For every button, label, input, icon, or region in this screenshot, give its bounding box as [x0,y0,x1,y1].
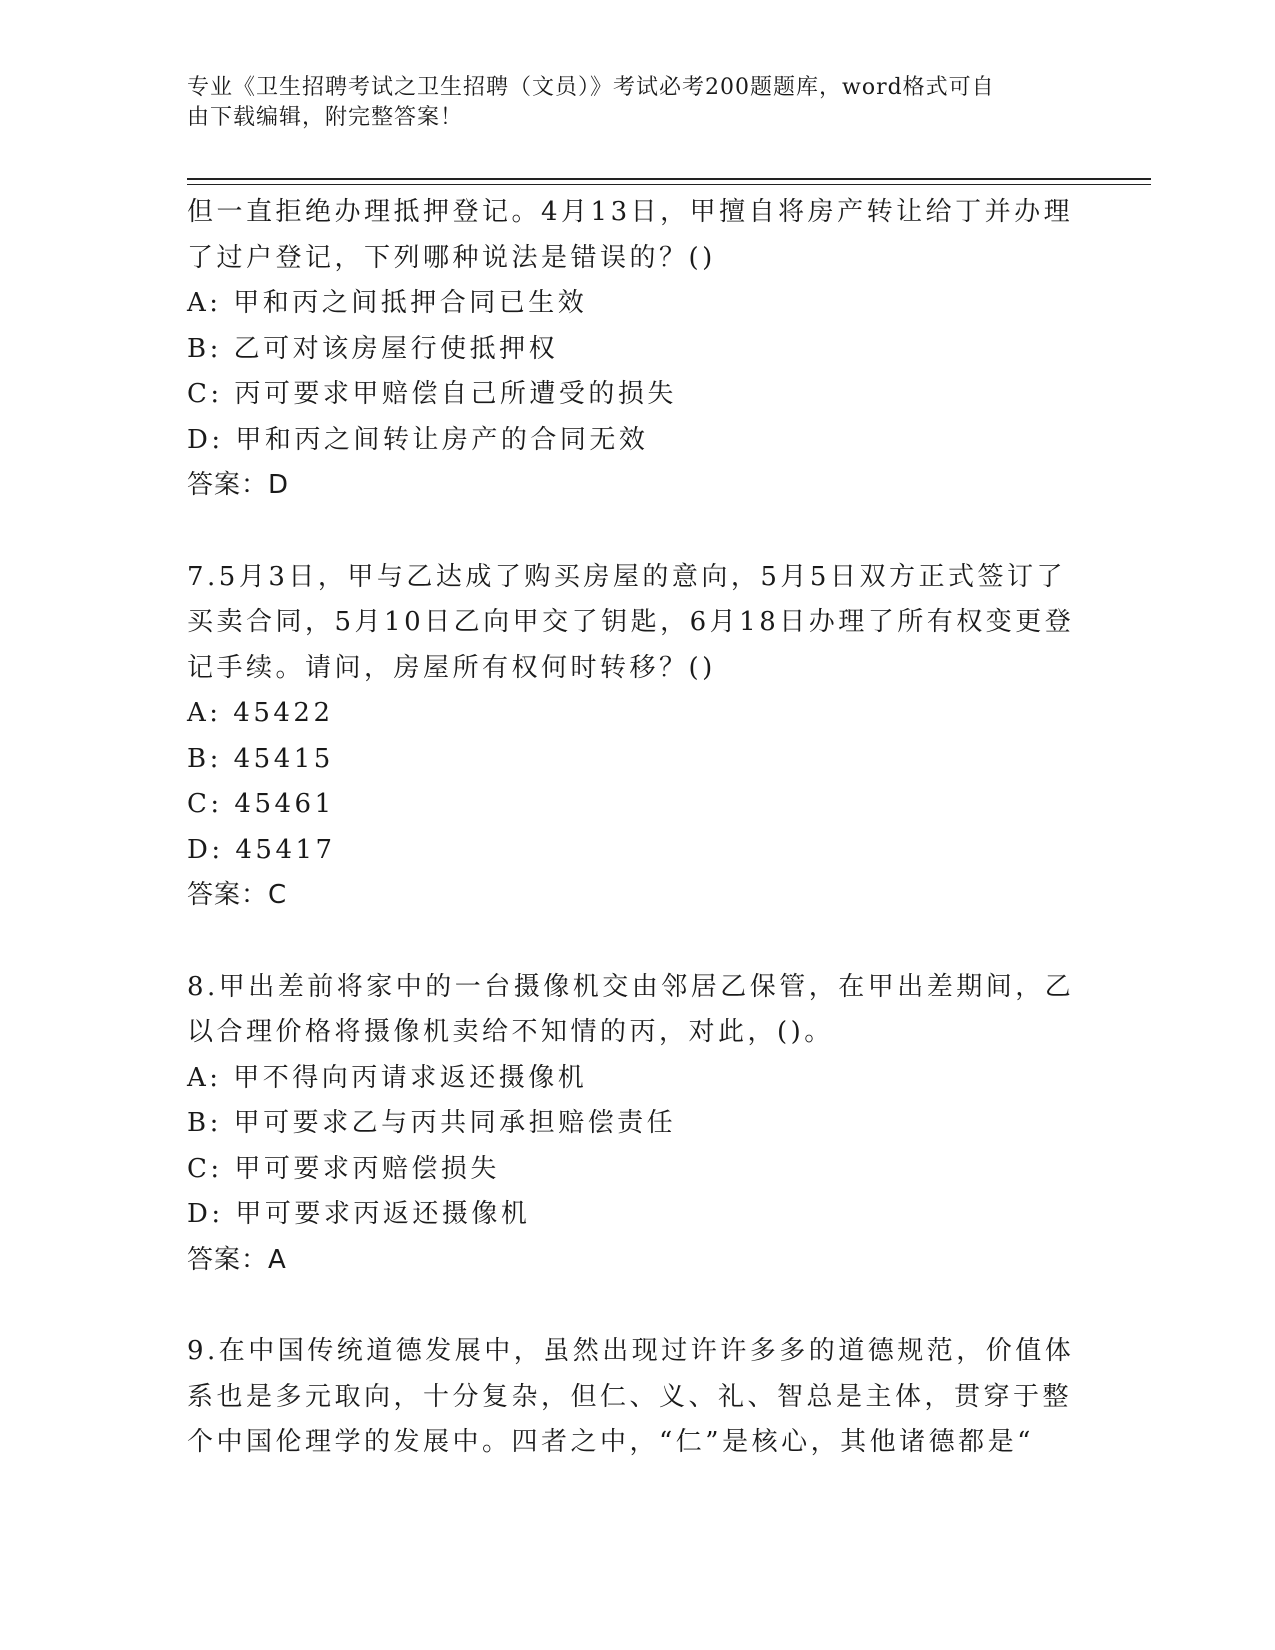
option-a: A: 45422 [187,698,334,728]
option-d: D: 甲和丙之间转让房产的合同无效 [187,424,649,455]
question-stem-line: 但一直拒绝办理抵押登记。4月13日，甲擅自将房产转让给丁并办理 [187,197,1074,227]
option-a: A: 甲不得向丙请求返还摄像机 [187,1062,588,1093]
option-d: D: 甲可要求丙返还摄像机 [187,1199,531,1229]
question-6 [187,190,1087,509]
spacer [187,1283,1087,1329]
option-d: D: 45417 [187,834,336,865]
question-stem-line: 9.在中国传统道德发展中，虽然出现过许许多多的道德规范，价值体 [187,1336,1075,1366]
option-a: A: 甲和丙之间抵押合同已生效 [187,288,588,318]
option-b: B: 乙可对该房屋行使抵押权 [187,333,559,364]
header-title-line-1: 专业《卫生招聘考试之卫生招聘（文员）》考试必考200题题库，word格式可自 [187,75,995,100]
question-stem-line: 记手续。请问，房屋所有权何时转移？() [187,652,716,683]
answer-line: 答案：C [187,880,288,910]
document-header [187,73,1067,133]
question-stem-line: 了过户登记，下列哪种说法是错误的？() [187,242,716,273]
question-8 [187,965,1087,1284]
document-body [187,190,1087,1466]
question-9 [187,1329,1087,1466]
question-stem-line: 7.5月3日，甲与乙达成了购买房屋的意向，5月5日双方正式签订了 [187,561,1066,592]
option-c: C: 45461 [187,789,335,819]
spacer [187,919,1087,965]
question-stem-line: 个中国伦理学的发展中。四者之中，“仁”是核心，其他诸德都是“ [187,1427,1034,1457]
header-divider-thin [187,184,1151,185]
question-stem-line: 以合理价格将摄像机卖给不知情的丙，对此，()。 [187,1017,834,1047]
question-stem-line: 系也是多元取向，十分复杂，但仁、义、礼、智总是主体，贯穿于整 [187,1381,1073,1412]
answer-line: 答案：D [187,470,290,500]
question-stem-line: 8.甲出差前将家中的一台摄像机交由邻居乙保管，在甲出差期间，乙 [187,971,1075,1002]
option-c: C: 丙可要求甲赔偿自己所遭受的损失 [187,379,677,409]
header-title-line-2: 由下载编辑，附完整答案！ [187,105,464,130]
option-b: B: 甲可要求乙与丙共同承担赔偿责任 [187,1108,677,1138]
question-stem-line: 买卖合同，5月10日乙向甲交了钥匙，6月18日办理了所有权变更登 [187,607,1075,637]
option-c: C: 甲可要求丙赔偿损失 [187,1153,500,1184]
question-7 [187,555,1087,919]
spacer [187,509,1087,555]
header-divider-thick [187,178,1151,180]
option-b: B: 45415 [187,743,334,774]
answer-line: 答案：A [187,1244,287,1275]
